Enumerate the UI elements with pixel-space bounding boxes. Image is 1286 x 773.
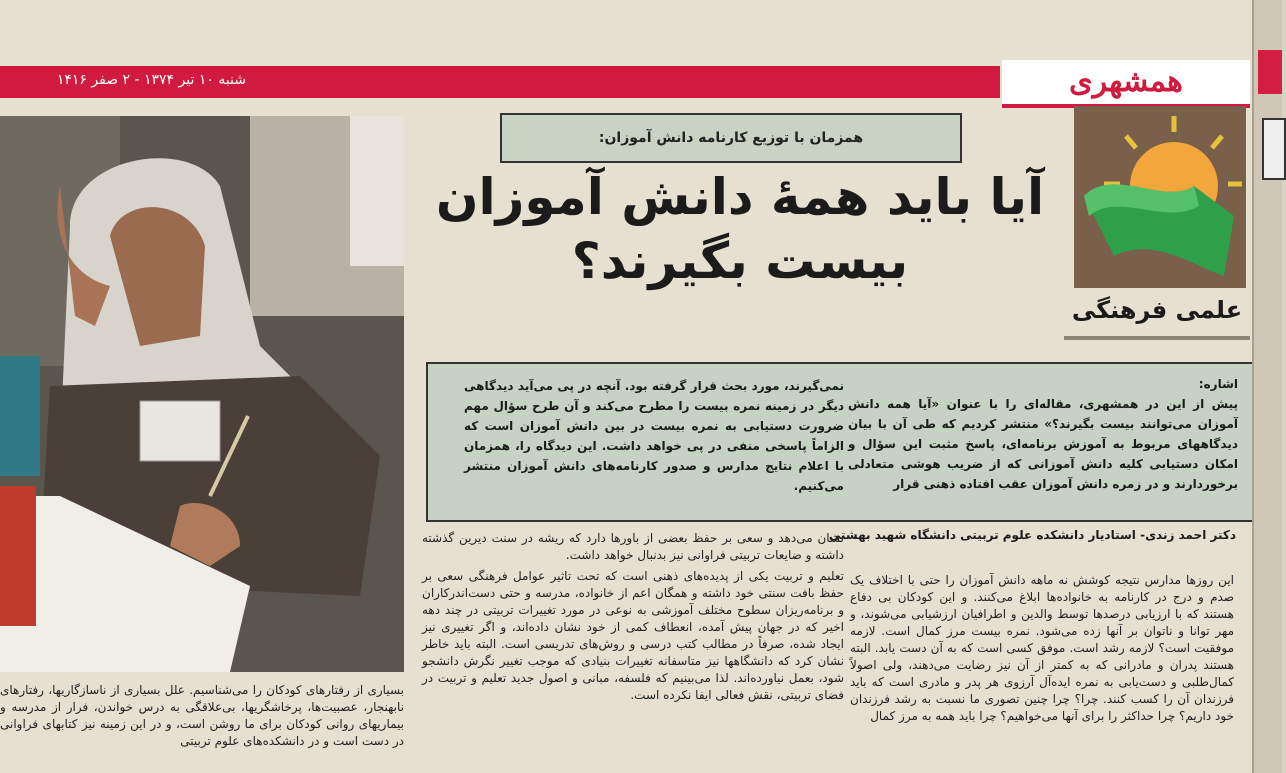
section-divider	[1064, 336, 1250, 340]
lede-column-left: نمی‌گیرند، مورد بحث قرار گرفته بود. آنچه در پی می‌آید دیدگاهی دیگر در زمینه نمره بیست را مطرح می‌کند و آن طرح سؤال مهم ضرورت دستیابی به نمره بیست در بین دانش آموزان است که الزاماً پاسخی منفی در پی خواهد داشت. این دیدگاه را، همزمان با اعلام نتایج مدارس و صدور کارنامه‌های دانش آموزان منتشر می‌کنیم.	[464, 379, 844, 493]
section-sun-icon	[1074, 106, 1246, 288]
adjacent-page-edge	[1252, 0, 1282, 773]
body-column-middle	[422, 530, 844, 773]
paragraph: نشان می‌دهد و سعی بر حفظ بعضی از باورها دارد که ریشه در سنت دیرین گذشته داشته و ضایعات تربیتی فراوانی نیز بدنبال خواهد داشت.	[422, 531, 844, 562]
adjacent-page-box	[1262, 118, 1286, 180]
body-column-right	[850, 572, 1234, 773]
headline-kicker	[500, 113, 962, 163]
newspaper-logo: همشهری	[1002, 60, 1250, 108]
student-photo	[0, 116, 404, 672]
lede-box	[426, 362, 1254, 522]
article-headline: آیا باید همهٔ دانش آموزان بیست بگیرند؟	[435, 168, 1045, 290]
body-column-left	[0, 682, 404, 773]
kicker-text: همزمان با توزیع کارنامه دانش آموزان:	[598, 130, 864, 146]
author-byline: دکتر احمد زندی- استادیار دانشکده علوم تربیتی دانشگاه شهید بهشتی	[828, 528, 1236, 542]
lede-right-text: پیش از این در همشهری، مقاله‌ای را با عنوان «آیا همه دانش آموزان می‌توانند بیست بگیرند؟» منتشر کردیم که طی آن با بیان دیدگاههای مربوط به آموزش برنامه‌ای، پاسخ مثبت این سؤال و امکان دستیابی کلیه دانش آموزانی که از ضریب هوشی متعادلی برخوردارند و در زمره دانش آموزان عقب افتاده ذهنی قرار	[848, 397, 1238, 491]
paragraph: این روزها مدارس نتیجه کوشش نه ماهه دانش آموزان را حتی با اختلاف یک صدم و درج در کارنامه به خانواده‌ها ابلاغ می‌کنند. و این کودکان بی دفاع هستند که با ارزیابی درصدها توسط والدین و اطرافیان ارزشیابی می‌شوند، و مهر توانا و ناتوان بر آنها زده می‌شود. نمره بیست مرز کمال است. لازمه موفقیت است؟ لازمه رشد است. موفق کسی است که به آن دست یابد. البته هستند پدران و مادرانی که به کمتر از آن نیز رضایت می‌دهند، ولی اصولاً کمال‌طلبی و دست‌یابی به نمره ایده‌آل آرزوی هر پدر و مادری است که باید فرزندان آن را کسب کنند. چرا؟ چرا چنین تصوری ما نسبت به رشد فرزندان خود داریم؟ چرا حداکثر را برای آنها می‌خواهیم؟ چرا باید همه به مرز کمال	[850, 573, 1234, 723]
masthead-band	[0, 60, 1252, 104]
lede-label: اشاره:	[1198, 377, 1238, 391]
paragraph: بسیاری از رفتارهای کودکان را می‌شناسیم. علل بسیاری از ناسازگاریها، رفتارهای نابهنجار، عصبیت‌ها، پرخاشگریها، بی‌علاقگی به درس خواندن، فرار از مدرسه و بیماریهای روانی کودکان برای ما روشن است، و در این زمینه نیز کتابهای فراوانی در دست است و در دانشکده‌های علوم تربیتی	[0, 683, 404, 748]
lede-column-right	[848, 374, 1238, 494]
paragraph: تعلیم و تربیت یکی از پدیده‌های ذهنی است که تحت تاثیر عوامل فرهنگی سعی بر حفظ بافت سنتی خود داشته و همگان اعم از خانواده، مدرسه و حتی دست‌اندرکاران و برنامه‌ریزان سطوح مختلف آموزشی به نوعی در مورد تغییرات تربیتی در چند دهه اخیر که در جهان پیش آمده، انعطاف کمی از خود نشان داده‌اند، و اگر تغییری نیز ایجاد شده، صرفاً در مطالب کتب درسی و روش‌های تدریسی است. البته باید خاطر نشان کرد که دانشگاهها نیز متاسفانه تغییرات بنیادی که موجب تغییر نگرش دانشجو شود، بعمل نیاورده‌اند. لذا می‌بینیم که فلسفه، مبانی و اصول جدید تعلیم و تربیت در فضای تربیتی، نقش فعالی ایفا نکرده است.	[422, 569, 844, 702]
adjacent-page-red-block	[1258, 50, 1282, 94]
section-label: علمی فرهنگی	[1071, 296, 1243, 324]
date-line: شنبه ۱۰ تیر ۱۳۷۴ - ۲ صفر ۱۴۱۶	[56, 72, 246, 88]
